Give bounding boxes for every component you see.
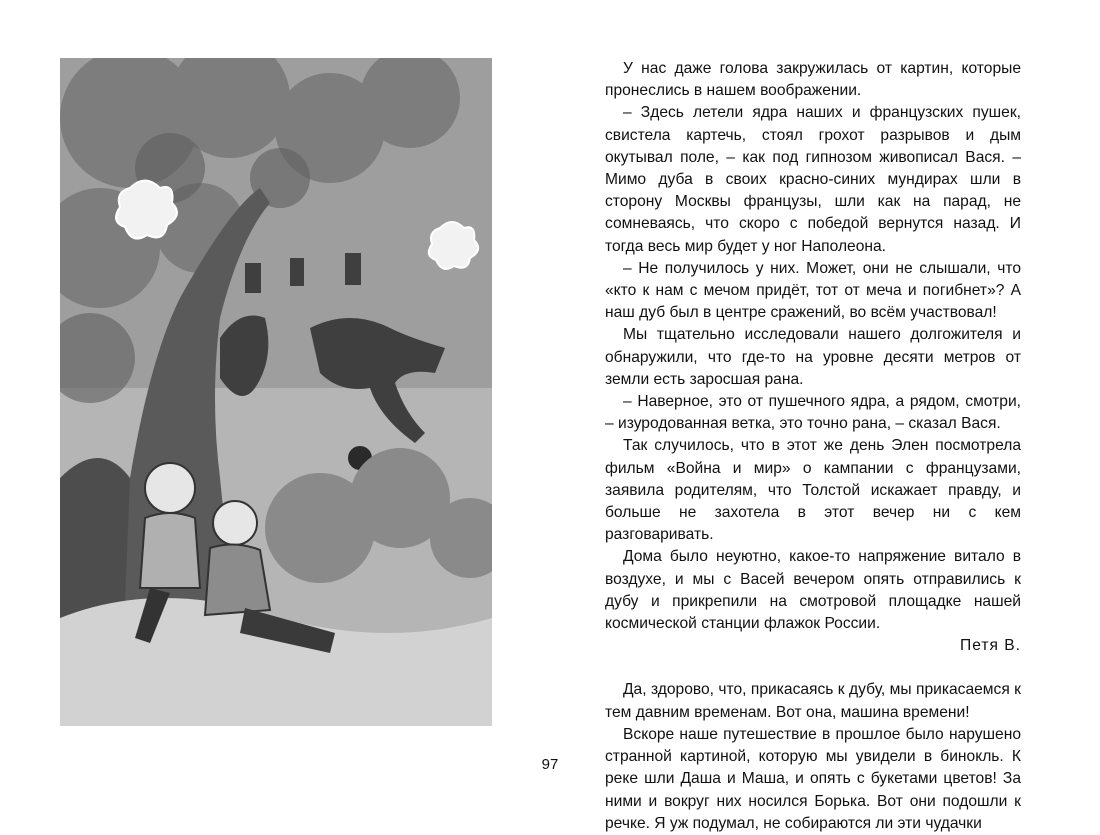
signature: Петя В. bbox=[959, 637, 1021, 655]
page-number: 97 bbox=[541, 756, 559, 773]
illustration-image bbox=[60, 58, 492, 726]
paragraph-3: – Не получилось у них. Может, они не слышали, что «кто к нам с мечом придёт, тот от меча и погибнет»? А наш дуб был в центре сражений, во всём участвовал! bbox=[605, 259, 1021, 322]
section-gap bbox=[605, 657, 1021, 679]
text-column bbox=[605, 58, 1021, 835]
paragraph-6: Так случилось, что в этот же день Элен посмотрела фильм «Война и мир» о кампании с французами, заявила родителям, что Толстой искажает правду, и больше не захотела в этот вечер ни с кем разговаривать. bbox=[605, 437, 1021, 544]
paragraph-8: Да, здорово, что, прикасаясь к дубу, мы прикасаемся к тем давним временам. Вот она, машина времени! bbox=[605, 681, 1021, 721]
paragraph-1: У нас даже голова закружилась от картин, которые пронеслись в нашем воображении. bbox=[605, 60, 1021, 100]
paragraph-7: Дома было неуютно, какое-то напряжение витало в воздухе, и мы с Васей вечером опять отправились к дубу и прикрепили на смотровой площадке нашей космической станции флажок России. bbox=[605, 548, 1021, 633]
illustration bbox=[60, 58, 492, 726]
paragraph-5: – Наверное, это от пушечного ядра, а рядом, смотри, – изуродованная ветка, это точно рана, – сказал Вася. bbox=[605, 393, 1021, 433]
paragraph-2: – Здесь летели ядра наших и французских пушек, свистела картечь, стоял грохот разрывов и дым окутывал поле, – как под гипнозом живописал Вася. – Мимо дуба в своих красно-синих мундирах шли в сторону Москвы французы, шли как на парад, не сомневаясь, что скоро с победой вернутся назад. И тогда весь мир будет у ног Наполеона. bbox=[605, 104, 1021, 255]
paragraph-4: Мы тщательно исследовали нашего долгожителя и обнаружили, что где-то на уровне десяти метров от земли есть заросшая рана. bbox=[605, 326, 1021, 388]
paragraph-9: Вскоре наше путешествие в прошлое было нарушено странной картиной, которую мы увидели в бинокль. К реке шли Даша и Маша, и опять с букетами цветов! За ними и вокруг них носился Борька. Вот они подошли к речке. Я уж подумал, не собираются ли эти чудачки bbox=[605, 725, 1021, 832]
